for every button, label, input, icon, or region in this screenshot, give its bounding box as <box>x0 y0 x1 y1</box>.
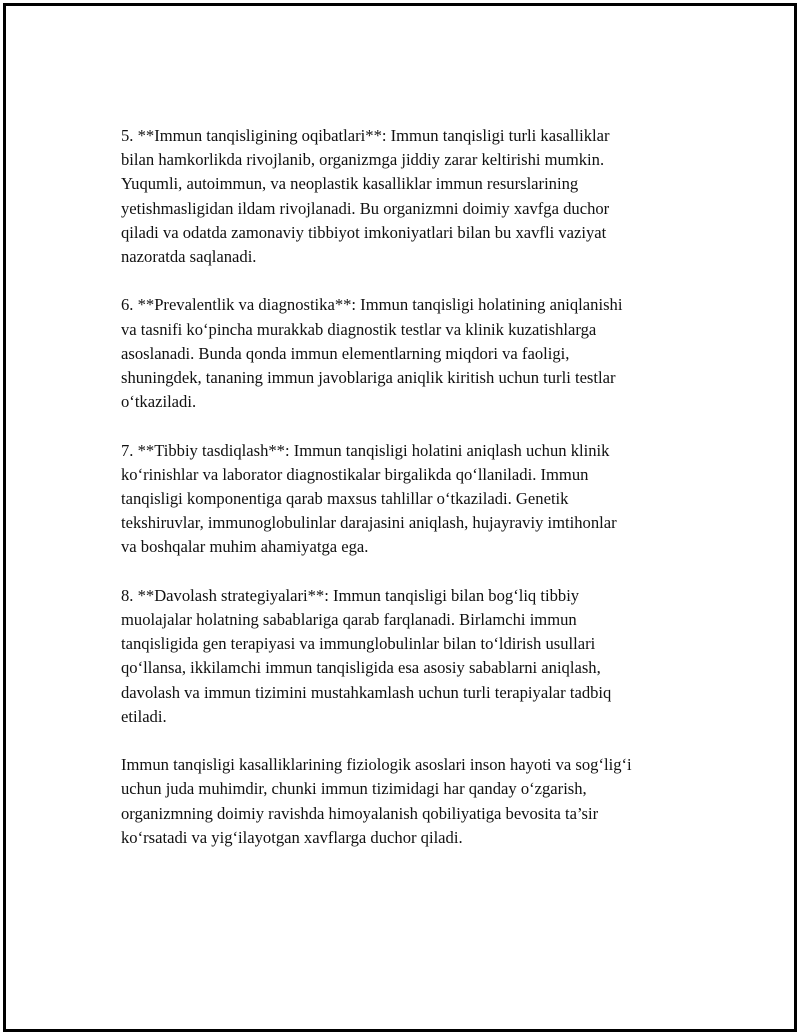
paragraph-consequences: 5. **Immun tanqisligining oqibatlari**: Immun tanqisligi turli kasalliklar bilan hamkorlikda rivojlanib, organizmga jiddiy zarar keltirishi mumkin. Yuqumli, autoimmun, va neoplastik kasalliklar immun resurslarining yetishmasligidan ildam rivojlanadi. Bu organizmni doimiy xavfga duchor qiladi va odatda zamonaviy tibbiyot imkoniyatlari bilan bu xavfli vaziyat nazoratda saqlanadi. <box>121 126 610 267</box>
page-border <box>3 3 797 1032</box>
paragraph-prevalence-diagnostics: 6. **Prevalentlik va diagnostika**: Immun tanqisligi holatining aniqlanishi va tasnifi ko‘pincha murakkab diagnostik testlar va klinik kuzatishlarga asoslanadi. Bunda qonda immun elementlarning miqdori va faoligi, shuningdek, tananing immun javoblariga aniqlik kiritish uchun turli testlar o‘tkaziladi. <box>121 295 623 412</box>
paragraph-medical-confirmation: 7. **Tibbiy tasdiqlash**: Immun tanqisligi holatini aniqlash uchun klinik ko‘rinishlar va laborator diagnostikalar birgalikda qo‘llaniladi. Immun tanqisligi komponentiga qarab maxsus tahlillar o‘tkaziladi. Genetik tekshiruvlar, immunoglobulinlar darajasini aniqlash, hujayraviy imtihonlar va boshqalar muhim ahamiyatga ega. <box>121 440 617 557</box>
paragraph-conclusion: Immun tanqisligi kasalliklarining fiziologik asoslari inson hayoti va sog‘lig‘i uchun juda muhimdir, chunki immun tizimidagi har qanday o‘zgarish, organizmning doimiy ravishda himoyalanish qobiliyatiga bevosita ta’sir ko‘rsatadi va yig‘ilayotgan xavflarga duchor qiladi. <box>121 755 632 847</box>
document-body <box>121 124 701 874</box>
paragraph-treatment-strategies: 8. **Davolash strategiyalari**: Immun tanqisligi bilan bog‘liq tibbiy muolajalar holatning sabablariga qarab farqlanadi. Birlamchi immun tanqisligida gen terapiyasi va immunglobulinlar bilan to‘ldirish usullari qo‘llansa, ikkilamchi immun tanqisligida esa asosiy sabablarni aniqlash, davolash va immun tizimini mustahkamlash uchun turli terapiyalar tadbiq etiladi. <box>121 585 612 726</box>
